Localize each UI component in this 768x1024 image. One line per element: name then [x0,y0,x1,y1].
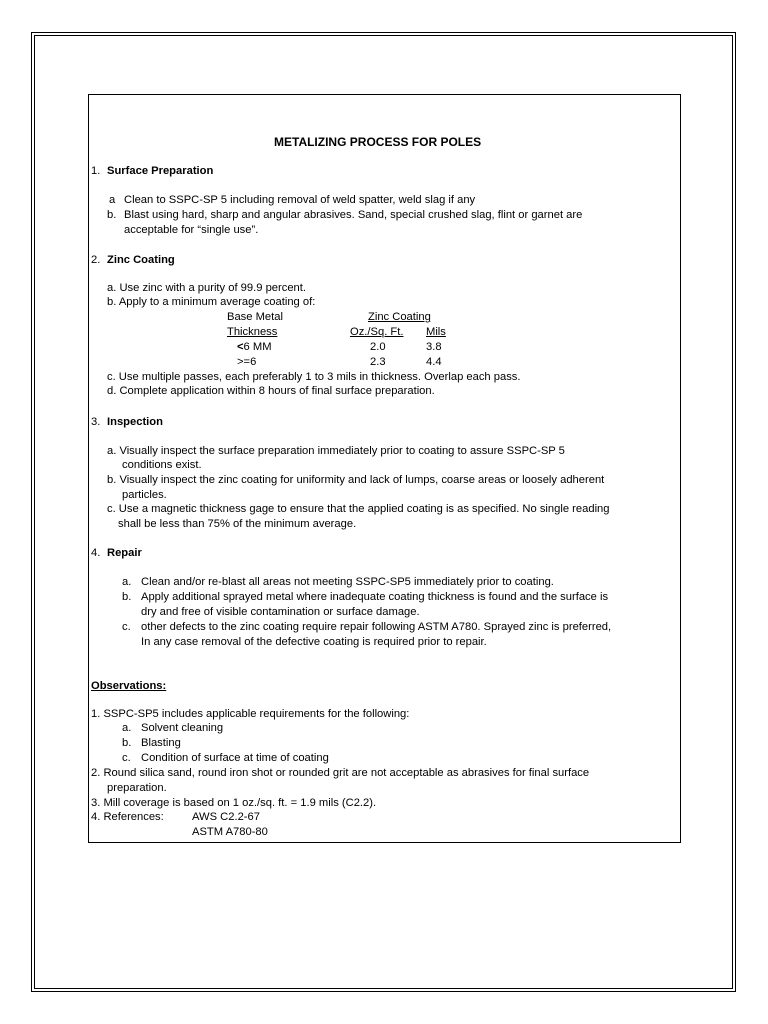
s1-a-label: a [109,194,116,206]
table-header-thickness: Thickness [227,326,278,338]
s3-c-line2: shall be less than 75% of the minimum average. [118,518,357,530]
section-2-heading: Zinc Coating [107,254,175,266]
section-4-heading: Repair [107,547,142,559]
document-title: METALIZING PROCESS FOR POLES [274,135,482,149]
s4-b-line1: Apply additional sprayed metal where inadequate coating thickness is found and the surface is [141,591,609,603]
obs-1a-text: Solvent cleaning [141,722,224,734]
table-row-2-mils: 4.4 [426,356,442,368]
s1-b-text-line1: Blast using hard, sharp and angular abrasives. Sand, special crushed slag, flint or garnet are [124,209,583,221]
table-header-base-metal: Base Metal [227,311,283,323]
s4-c-line1: other defects to the zinc coating require repair following ASTM A780. Sprayed zinc is preferred, [141,621,612,633]
s3-a-line1: a. Visually inspect the surface preparation immediately prior to coating to assure SSPC-SP 5 [107,445,565,457]
s1-b-text-line2: acceptable for “single use”. [124,224,259,236]
s4-a-text: Clean and/or re-blast all areas not meeting SSPC-SP5 immediately prior to coating. [141,576,554,588]
s4-a-label: a. [122,576,132,588]
s2-d-text: d. Complete application within 8 hours of final surface preparation. [107,385,435,397]
s3-b-line2: particles. [122,489,167,501]
obs-1c-text: Condition of surface at time of coating [141,752,329,764]
table-header-zinc-coating: Zinc Coating [368,311,431,323]
table-header-oz-sq-ft: Oz./Sq. Ft. [350,326,404,338]
s3-a-line2: conditions exist. [122,459,202,471]
table-row-2-thickness: >=6 [237,356,257,368]
s4-c-line2: In any case removal of the defective coating is required prior to repair. [141,636,487,648]
obs-item-1: 1. SSPC-SP5 includes applicable requirements for the following: [91,708,410,720]
section-4-number: 4. [91,547,101,559]
obs-1b-label: b. [122,737,132,749]
table-row-1-thickness [237,340,272,355]
s2-c-text: c. Use multiple passes, each preferably 1 to 3 mils in thickness. Overlap each pass. [107,371,521,383]
section-1-number: 1. [91,165,101,177]
s4-c-label: c. [122,621,131,633]
obs-item-2-line1: 2. Round silica sand, round iron shot or rounded grit are not acceptable as abrasives for final surface [91,767,590,779]
section-3-number: 3. [91,416,101,428]
obs-ref-2: ASTM A780-80 [192,826,268,838]
obs-item-2-line2: preparation. [107,782,167,794]
section-3-heading: Inspection [107,416,163,428]
obs-item-3: 3. Mill coverage is based on 1 oz./sq. ft. = 1.9 mils (C2.2). [91,797,377,809]
s4-b-label: b. [122,591,132,603]
table-header-mils: Mils [426,326,446,338]
s3-c-line1: c. Use a magnetic thickness gage to ensure that the applied coating is as specified. No single reading [107,503,610,515]
table-row-1-mils: 3.8 [426,341,442,353]
section-2-number: 2. [91,254,101,266]
obs-ref-1: AWS C2.2-67 [192,811,260,823]
obs-1b-text: Blasting [141,737,181,749]
thickness-value: 6 MM [243,341,272,353]
s2-b-text: b. Apply to a minimum average coating of: [107,296,316,308]
obs-item-4-label: 4. References: [91,811,164,823]
s4-b-line2: dry and free of visible contamination or surface damage. [141,606,420,618]
s2-a-text: a. Use zinc with a purity of 99.9 percent. [107,282,306,294]
s3-b-line1: b. Visually inspect the zinc coating for uniformity and lack of lumps, coarse areas or loosely adherent [107,474,605,486]
table-row-2-oz: 2.3 [370,356,386,368]
obs-1c-label: c. [122,752,131,764]
s1-b-label: b. [107,209,117,221]
s1-a-text: Clean to SSPC-SP 5 including removal of weld spatter, weld slag if any [124,194,476,206]
table-row-1-oz: 2.0 [370,341,386,353]
section-1-heading: Surface Preparation [107,165,214,177]
less-than-symbol: < [237,341,244,353]
obs-1a-label: a. [122,722,132,734]
observations-heading: Observations: [91,680,167,692]
